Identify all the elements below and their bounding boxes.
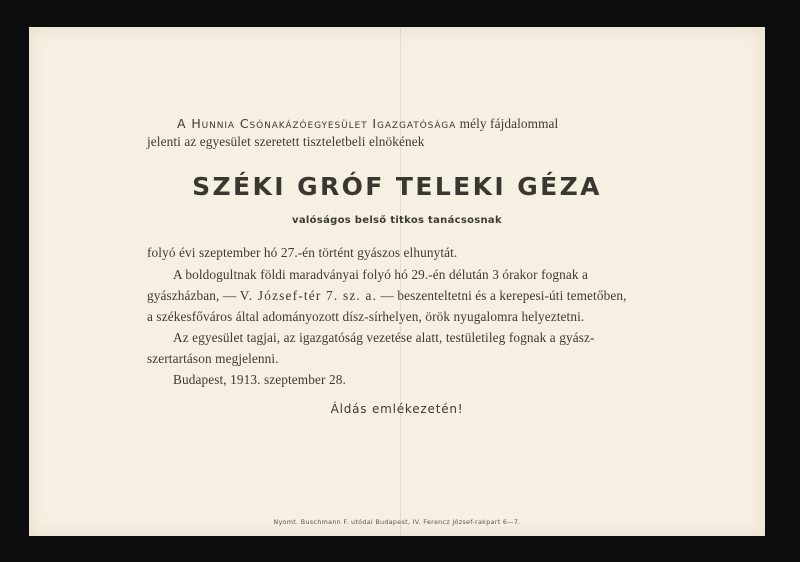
association-name: A Hunnia Csónakázóegyesület Igazgatósága [177, 116, 457, 131]
body-line-5: Az egyesület tagjai, az igazgatóság vezetése alatt, testületileg fognak a gyász- [173, 330, 595, 345]
body-line-4: a székesfőváros által adományozott dísz-sírhelyen, örök nyugalomra helyeztetni. [147, 309, 585, 324]
body-line-6: szertartáson megjelenni. [147, 351, 279, 366]
intro-line-1-rest: mély fájdalommal [459, 116, 559, 131]
body-line-3 [147, 288, 627, 304]
intro-line-2: jelenti az egyesület szeretett tiszteletbeli elnökének [147, 134, 425, 149]
mourning-house-address: V. József-tér 7. sz. a. [239, 288, 378, 303]
body-line-3-end: — beszenteltetni és a kerepesi-úti temetőben, [380, 288, 627, 303]
deceased-title: valóságos belső titkos tanácsosnak [292, 215, 502, 226]
mourning-notice-paper [29, 27, 765, 536]
closing-blessing: Áldás emlékezetén! [330, 402, 464, 416]
intro-line-1 [177, 116, 558, 132]
body-line-2: A boldogultnak földi maradványai folyó hó 29.-én délután 3 órakor fognak a [173, 267, 589, 282]
printer-imprint: Nyomt. Buschmann F. utódai Budapest, IV. Ferencz József-rakpart 6—7. [273, 518, 521, 526]
place-date: Budapest, 1913. szeptember 28. [173, 372, 346, 387]
deceased-name: SZÉKI GRÓF TELEKI GÉZA [192, 172, 602, 201]
body-line-1: folyó évi szeptember hó 27.-én történt gyászos elhunytát. [147, 245, 458, 260]
body-line-3-start: gyászházban, — [147, 288, 237, 303]
